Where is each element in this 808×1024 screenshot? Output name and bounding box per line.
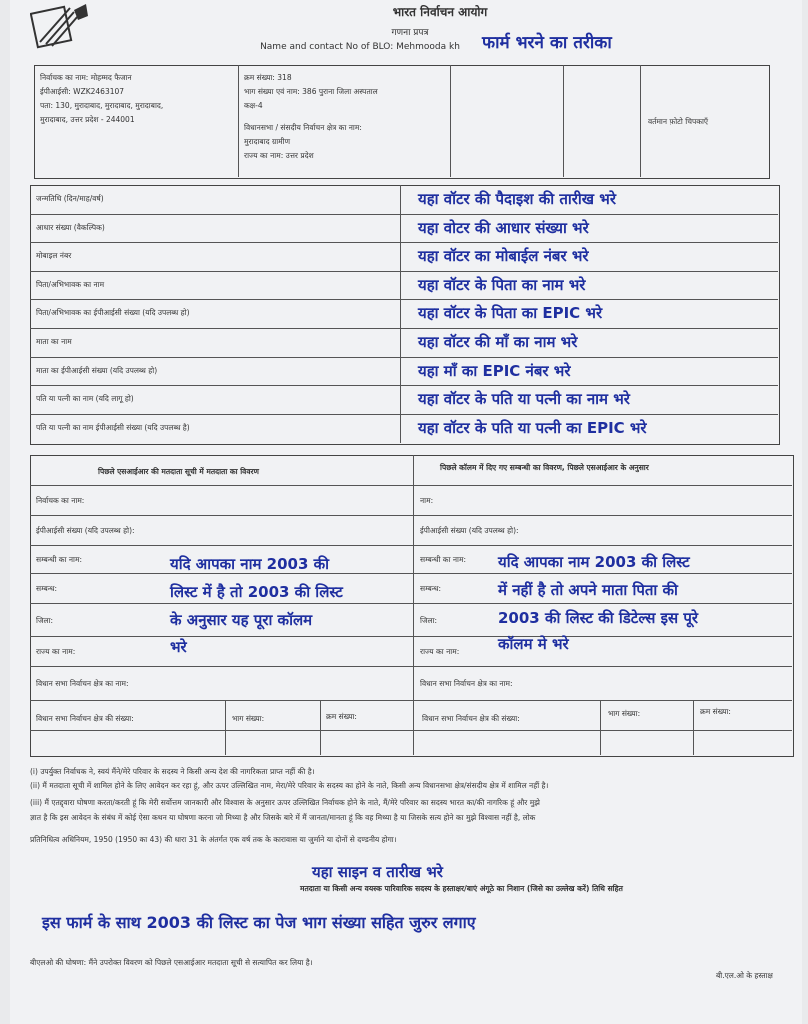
field-label: आधार संख्या (वैकल्पिक) (36, 222, 105, 232)
declaration-1: (i) उपर्युक्त निर्वाचक ने, स्वयं मैंने/मेरे परिवार के सदस्य ने किसी अन्य देश की नागरिकता प्राप्त नहीं की है। (30, 767, 315, 776)
right-hint: कॉलम मे भरे (498, 635, 569, 653)
rb-3: क्रम संख्या: (700, 707, 731, 716)
section-right-label: जिला: (420, 615, 438, 625)
part-line: कक्ष-4 (244, 101, 263, 110)
left-hint: यदि आपका नाम 2003 की (170, 555, 330, 573)
lb-1: विधान सभा निर्वाचन क्षेत्र की संख्या: (36, 714, 134, 723)
section-left-label: विधान सभा निर्वाचन क्षेत्र का नाम: (36, 679, 129, 688)
photo-label: वर्तमान फ़ोटो चिपकाएँ (648, 117, 709, 126)
previous-sir-table (30, 455, 794, 757)
sign-hint: यहा साइन व तारीख भरे (312, 863, 443, 881)
section-left-label: ईपीआईसी संख्या (यदि उपलब्ध हो): (36, 526, 135, 535)
section-left-label: राज्य का नाम: (36, 647, 76, 656)
part-line: क्रम संख्या: 318 (244, 73, 292, 82)
attach-hint: इस फार्म के साथ 2003 की लिस्ट का पेज भाग संख्या सहित जुरुर लगाए (42, 913, 476, 932)
field-row (30, 385, 778, 415)
field-row (30, 271, 778, 301)
lb-2: भाग संख्या: (232, 714, 265, 723)
blo-sign: बी.एल.ओ के हस्ताक्ष (716, 971, 773, 980)
declaration-2: (ii) मैं मतदाता सूची में शामिल होने के लिए आवेदन कर रहा हूं, और ऊपर उल्लिखित नाम, मेरा/मेरे परिवार के सदस्य का होने के नाते, किसी अन्य विधानसभा क्षेत्र/संसदीय क्षेत्र में शामिल नहीं है। (30, 781, 549, 790)
sign-line: मतदाता या किसी अन्य वयस्क पारिवारिक सदस्य के हस्ताक्षर/बाएं अंगूठे का निशान (जिसे का उल्लेख करें) तिथि सहित (300, 884, 623, 893)
part-line: राज्य का नाम: उत्तर प्रदेश (244, 151, 314, 160)
rb-1: विधान सभा निर्वाचन क्षेत्र की संख्या: (422, 714, 520, 723)
instruction-title: फार्म भरने का तरीका (482, 33, 612, 53)
field-row (30, 328, 778, 358)
section-left-label: जिला: (36, 615, 54, 625)
declaration-5: प्रतिनिधित्व अधिनियम, 1950 (1950 का 43) की धारा 31 के अंतर्गत एक वर्ष तक के कारावास या जुर्माने या दोनों से दण्डनीय होगा। (30, 835, 397, 844)
field-hint[interactable]: यहा वॉटर के पिता का EPIC भरे (418, 304, 603, 323)
field-label: पति या पत्नी का नाम (यदि लागू हो) (36, 394, 134, 404)
section-left-label: सम्बन्धी का नाम: (36, 555, 83, 564)
field-hint[interactable]: यहा वॉटर की माँ का नाम भरे (418, 333, 578, 351)
rb-2: भाग संख्या: (608, 709, 641, 718)
part-line: भाग संख्या एवं नाम: 386 पुराना जिला अस्पताल (244, 87, 378, 96)
field-hint[interactable]: यहा वॉटर के पति या पत्नी का EPIC भरे (418, 418, 647, 437)
section-right-label: नाम: (420, 496, 434, 505)
elector-line: निर्वाचक का नाम: मोहम्मद फैजान (40, 73, 132, 82)
blo-declaration: बीएलओ की घोषणा: मैंने उपरोक्त विवरण को पिछले एसआईआर मतदाता सूची से सत्यापित कर लिया है। (30, 958, 313, 967)
section-left-label: निर्वाचक का नाम: (36, 496, 85, 505)
declaration-3: (iii) मैं एतद्द्वारा घोषणा करता/करती हूं कि मेरी सर्वोत्तम जानकारी और विश्वास के अनुसार ऊपर उल्लिखित निर्वाचक होने के नाते, मैं/मेरे परिवार का सदस्य भारत का/की नागरिक हूं और मुझे (30, 798, 540, 807)
declaration-4: ज्ञात है कि इस आवेदन के संबंध में कोई ऐसा कथन या घोषणा करना जो मिथ्या है और जिसके बारे में मैं जानता/मानता हूं कि वह मिथ्या है या जिसके सत्य होने का मुझे विश्वास नहीं है, लोक (30, 813, 536, 822)
left-hint: लिस्ट में है तो 2003 की लिस्ट (170, 583, 343, 601)
field-hint[interactable]: यहा वॉटर के पति या पत्नी का नाम भरे (418, 390, 630, 409)
elector-line: पता: 130, मुरादाबाद, मुरादाबाद, मुरादाबाद, (40, 101, 164, 110)
field-label: पति या पत्नी का नाम ईपीआईसी संख्या (यदि उपलब्ध है) (36, 422, 190, 432)
part-line: मुरादाबाद ग्रामीण (244, 137, 291, 146)
section-row-line (30, 666, 792, 667)
field-hint[interactable]: यहा वोटर की आधार संख्या भरे (418, 218, 589, 237)
field-label: माता का ईपीआईसी संख्या (यदि उपलब्ध हो) (36, 365, 158, 375)
field-hint[interactable]: यहा वॉटर की पैदाइश की तारीख भरे (418, 190, 616, 208)
section-left-label: सम्बन्ध: (36, 584, 58, 593)
field-label: पिता/अभिभावक का ईपीआईसी संख्या (यदि उपलब्ध हो) (36, 308, 190, 318)
field-label: जन्मतिथि (दिन/माह/वर्ष) (36, 194, 104, 203)
section-right-label: सम्बन्ध: (420, 584, 442, 593)
blo-contact: Name and contact No of BLO: Mehmooda kh (260, 42, 460, 52)
section-right-label: विधान सभा निर्वाचन क्षेत्र का नाम: (420, 679, 513, 688)
section-row-line (30, 545, 792, 546)
section-row-line (30, 573, 792, 574)
elector-line: मुरादाबाद, उत्तर प्रदेश - 244001 (40, 115, 135, 124)
section-right-label: सम्बन्धी का नाम: (420, 555, 467, 564)
org-title: भारत निर्वाचन आयोग (392, 5, 488, 19)
field-label: मोबाइल नंबर (36, 251, 72, 261)
field-hint[interactable]: यहा वॉटर का मोबाईल नंबर भरे (418, 247, 589, 266)
right-hint: में नहीं है तो अपने माता पिता की (498, 581, 678, 599)
right-hint: यदि आपका नाम 2003 की लिस्ट (498, 553, 690, 571)
part-line: विधानसभा / संसदीय निर्वाचन क्षेत्र का नाम: (244, 123, 362, 132)
section-row-line (30, 636, 792, 637)
right-hint: 2003 की लिस्ट की डिटेल्स इस पूरे (498, 609, 699, 627)
section-right-label: ईपीआईसी संख्या (यदि उपलब्ध हो): (420, 526, 519, 535)
left-hint: भरे (170, 638, 187, 656)
field-row (30, 214, 778, 244)
right-section-head: पिछले कॉलम में दिए गए सम्बन्धी का विवरण, पिछले एसआईआर के अनुसार (440, 463, 649, 472)
field-row (30, 242, 778, 272)
eci-logo-icon (30, 2, 92, 50)
left-hint: के अनुसार यह पूरा कॉलम (170, 611, 313, 629)
field-label: पिता/अभिभावक का नाम (36, 279, 105, 289)
section-row-line (30, 515, 792, 516)
left-section-head: पिछले एसआईआर की मतदाता सूची में मतदाता का विवरण (98, 467, 259, 476)
elector-line: ईपीआईसी: WZK2463107 (40, 87, 125, 96)
section-row-line (30, 603, 792, 604)
field-row (30, 185, 778, 215)
field-hint[interactable]: यहा वॉटर के पिता का नाम भरे (418, 275, 586, 294)
field-hint[interactable]: यहा माँ का EPIC नंबर भरे (418, 361, 571, 380)
field-label: माता का नाम (36, 337, 72, 346)
form-name: गणना प्रपत्र (391, 28, 429, 38)
lb-3: क्रम संख्या: (326, 712, 357, 721)
section-right-label: राज्य का नाम: (420, 647, 460, 656)
